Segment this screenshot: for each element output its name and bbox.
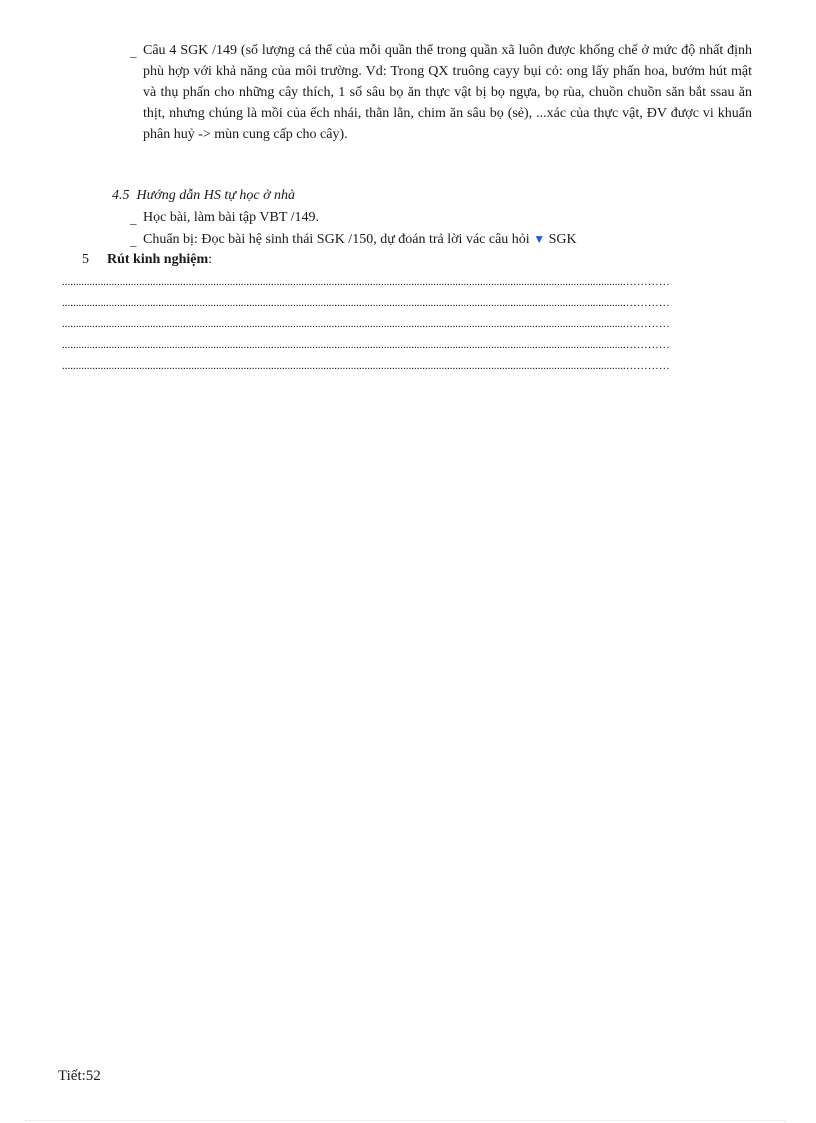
section-5-number: 5	[82, 252, 89, 267]
bullet-mark: _	[130, 211, 137, 226]
bullet-mark: _	[130, 44, 137, 59]
chuan-bi-sgk: SGK	[548, 232, 577, 247]
bullet-mark: _	[130, 233, 137, 248]
bullet-text-chuan-bi	[143, 229, 752, 250]
dotted-line: .............................................................................................................................................................................................................…………	[62, 297, 670, 309]
dotted-line: .............................................................................................................................................................................................................…………	[62, 360, 670, 372]
bullet-text-cau4: Câu 4 SGK /149 (số lượng cá thể của mỗi quần thể trong quần xã luôn được khống chế ở mức độ nhất định phù hợp với khả năng của môi trường. Vd: Trong QX truông cayy bụi cỏ: ong lấy phấn hoa, bướm hút mật và thụ phấn cho những cây thích, 1 số sâu bọ ăn thực vật bị bọ ngựa, bọ rùa, chuồn chuồn săn bắt ssau ăn thịt, nhưng chúng là mồi của ếch nhái, thằn lằn, chim ăn sâu bọ (sẻ), ...xác của thực vật, ĐV được vi khuẩn phân huỷ -> mùn cung cấp cho cây).	[143, 43, 752, 142]
section-5-title: Rút kinh nghiệm	[107, 252, 209, 267]
footer-lesson-number: Tiết:52	[58, 1068, 101, 1084]
dotted-line: .............................................................................................................................................................................................................…………	[62, 339, 670, 351]
bullet-item-hoc-bai	[130, 207, 752, 228]
chuan-bi-text: Chuẩn bị: Đọc bài hệ sinh thái SGK /150, dự đoán trả lời vác câu hỏi	[143, 232, 530, 247]
bullet-item-cau4	[130, 40, 752, 145]
section-5-heading	[82, 250, 212, 270]
page-bottom-divider	[25, 1120, 785, 1121]
section-4-5-heading	[112, 186, 295, 206]
bullet-text-hoc-bai: Học bài, làm bài tập VBT /149.	[143, 210, 320, 225]
dotted-line: .............................................................................................................................................................................................................…………	[62, 276, 670, 288]
section-4-5-number: 4.5	[112, 188, 130, 203]
blue-down-triangle-icon: ▼	[533, 232, 546, 246]
section-5-colon: :	[208, 252, 213, 267]
section-4-5-title: Hướng dẫn HS tự học ở nhà	[136, 188, 296, 203]
dotted-line: .............................................................................................................................................................................................................…………	[62, 318, 670, 330]
bullet-item-chuan-bi	[130, 229, 752, 250]
